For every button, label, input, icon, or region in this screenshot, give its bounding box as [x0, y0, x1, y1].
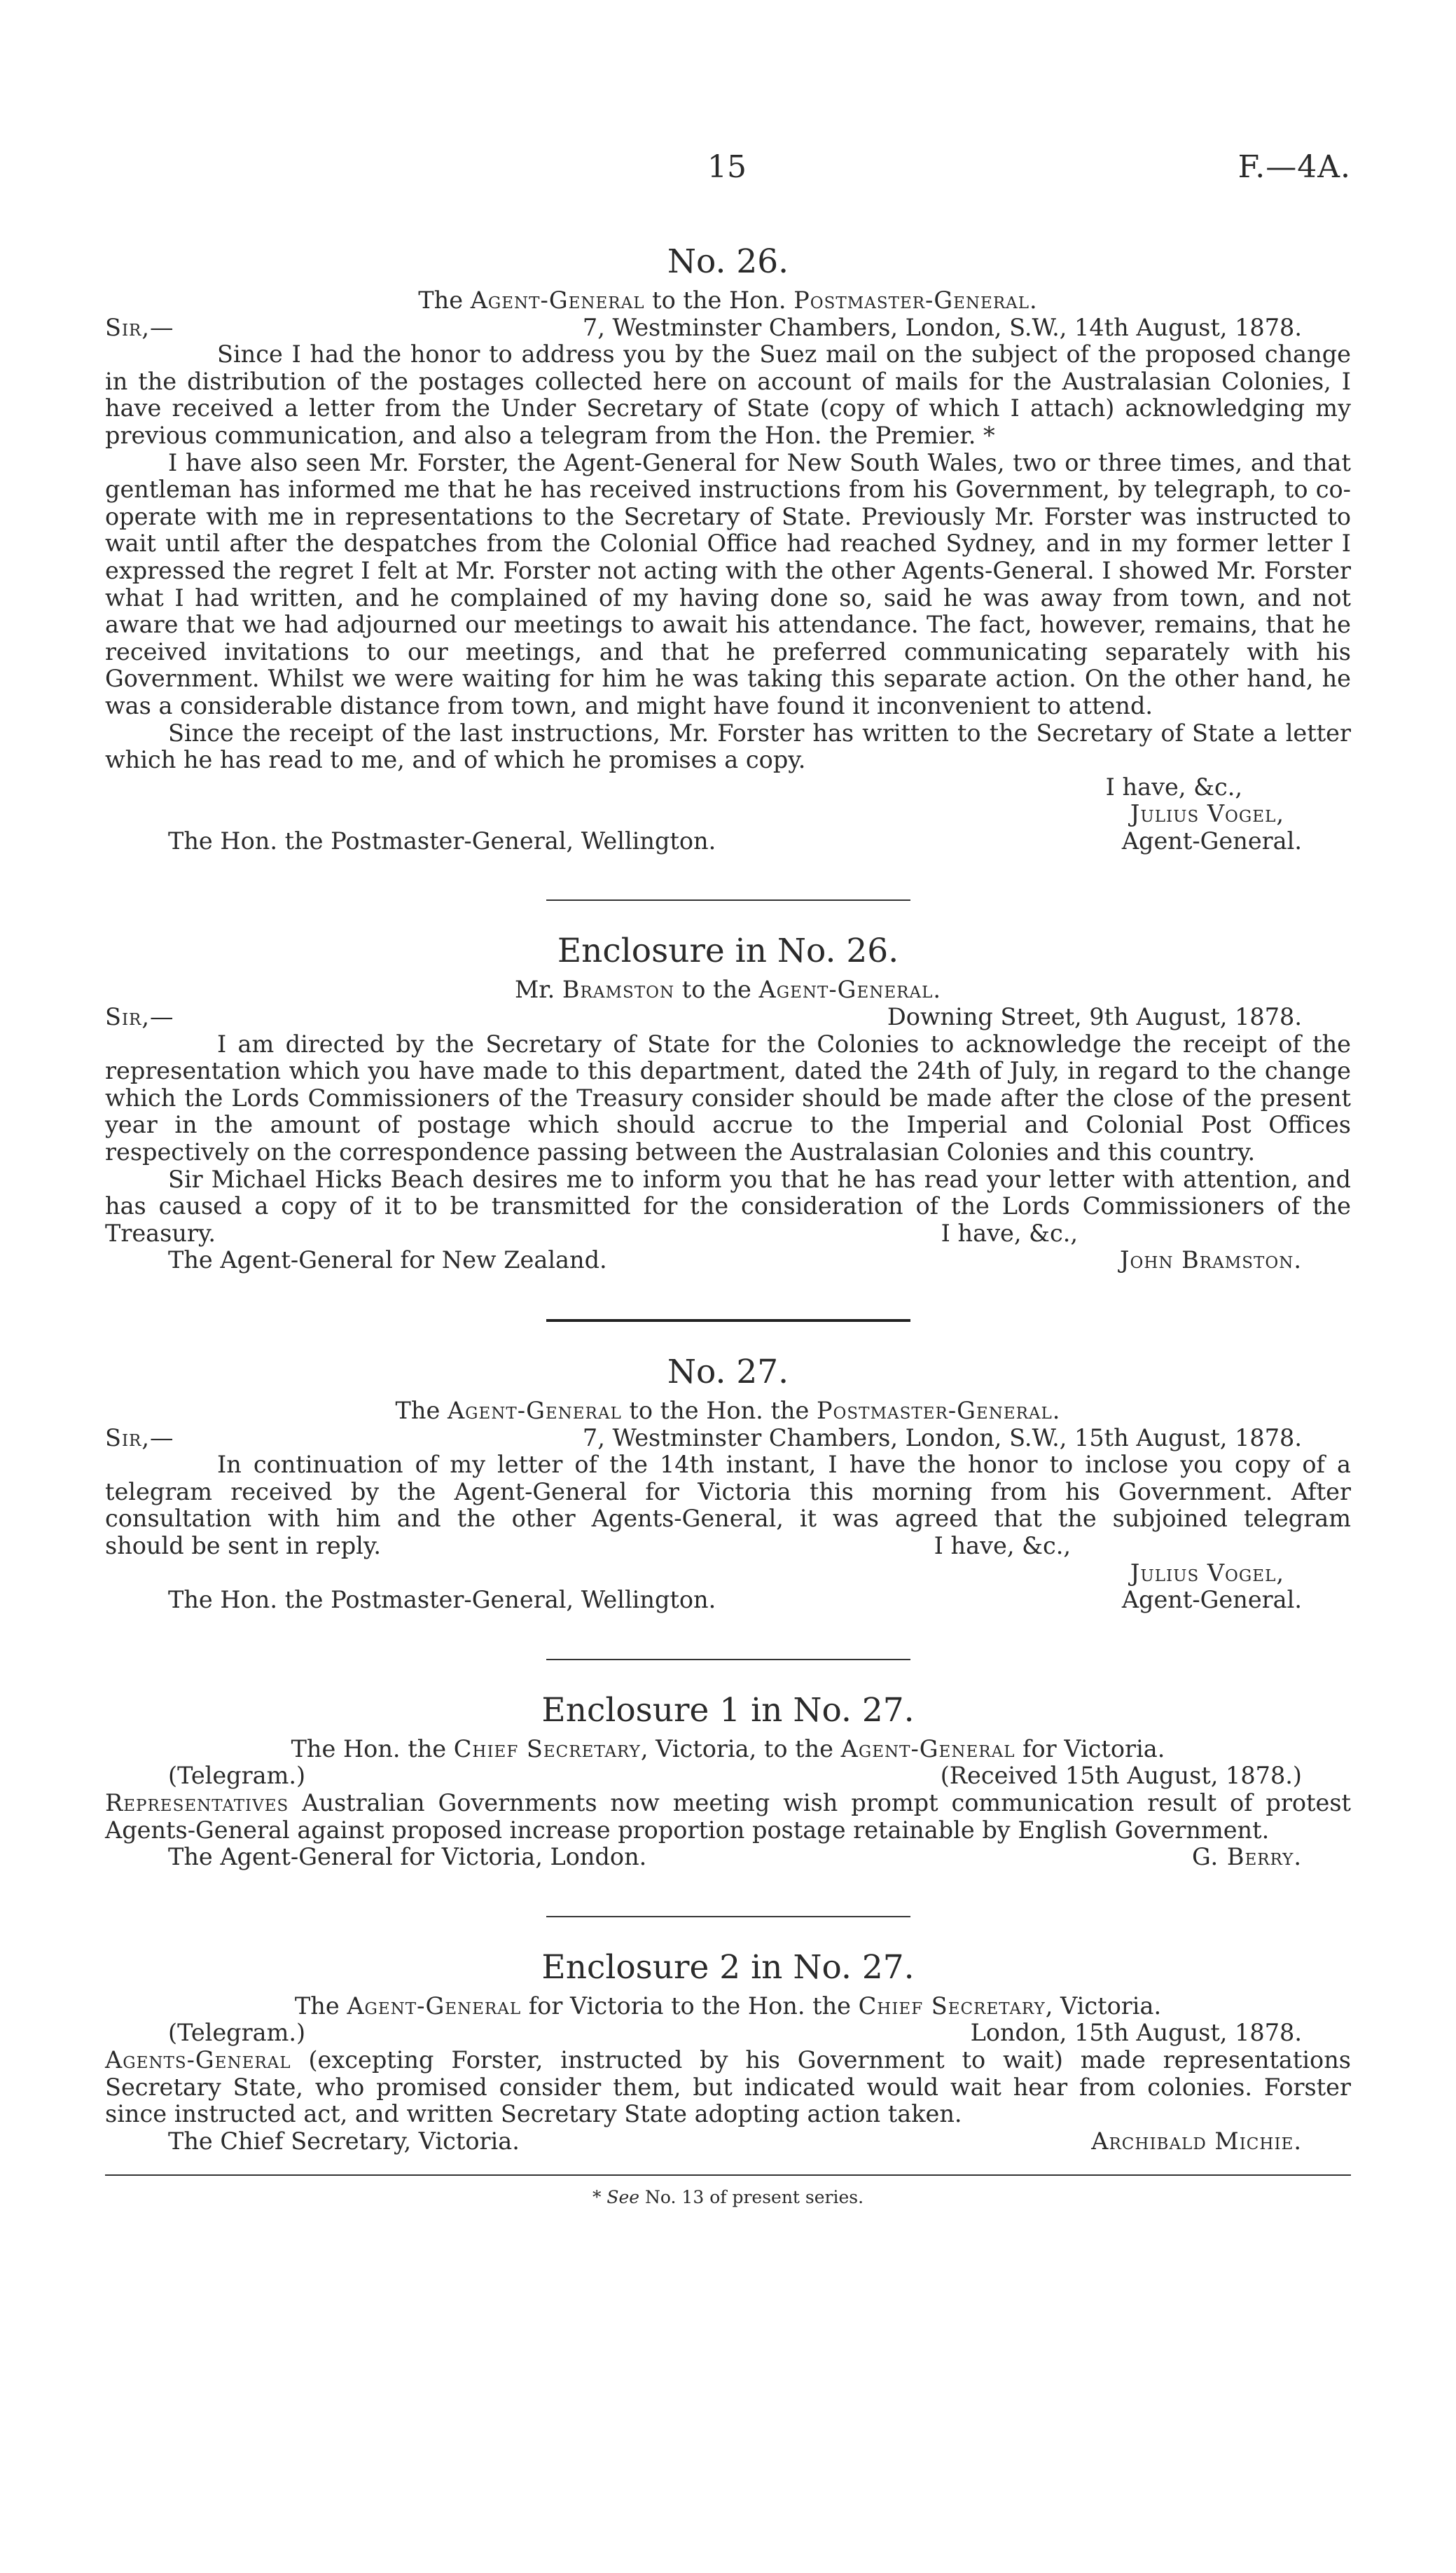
footnote-see: See — [606, 2187, 640, 2208]
telegram-label: (Telegram.) — [168, 1762, 306, 1790]
subhead-text: for Victoria. — [1015, 1734, 1165, 1763]
dateline: London, 15th August, 1878. — [970, 2019, 1302, 2047]
subhead-text: to the Hon. the — [621, 1397, 817, 1424]
letter-no-26 — [105, 242, 1351, 855]
addressee-row — [105, 1587, 1351, 1614]
subhead-text: , Victoria, to the — [640, 1734, 841, 1763]
subhead-text: The — [418, 287, 471, 314]
signature: John Bramston. — [1120, 1246, 1302, 1274]
enclosure-1-no-27 — [105, 1691, 1351, 1871]
salutation-row — [105, 1425, 1351, 1452]
subhead-text: The — [294, 1992, 347, 2020]
closing-row — [105, 1220, 1351, 1248]
telegram-text: Australian Governments now meeting wish prompt communication result of protest Agents-General against proposed increase proportion postage retainable by English Government. — [105, 1788, 1351, 1844]
page-number: 15 — [707, 149, 747, 185]
signature: G. Berry. — [1191, 1843, 1302, 1871]
subhead-text: The Hon. the — [291, 1734, 454, 1763]
subhead-recipient: Agent-General. — [758, 976, 942, 1004]
signature-block — [105, 1560, 1351, 1587]
footnote-text: No. 13 of present series. — [639, 2187, 864, 2208]
telegram-row — [105, 2020, 1351, 2047]
enclosure-heading: Enclosure 1 in No. 27. — [541, 1690, 915, 1730]
divider — [546, 1916, 910, 1917]
letter-subhead — [105, 1398, 1351, 1425]
lead-word: Representatives — [105, 1788, 289, 1816]
signature: Julius Vogel, — [1130, 1559, 1284, 1587]
dateline: 7, Westminster Chambers, London, S.W., 15th August, 1878. — [582, 1423, 1302, 1451]
dateline: 7, Westminster Chambers, London, S.W., 14th August, 1878. — [582, 313, 1302, 341]
paragraph: In continuation of my letter of the 14th instant, I have the honor to inclose you copy of a telegram received by the Agent-General for Victoria this morning from his Government. After consultation with him and the other Agents-General, it was agreed that the subjoined telegram — [105, 1451, 1351, 1533]
addressee: The Hon. the Postmaster-General, Wellington. — [168, 827, 716, 855]
subhead-sender: Agent-General — [447, 1397, 622, 1424]
received-date: (Received 15th August, 1878.) — [940, 1762, 1302, 1790]
footnote-mark: * — [592, 2187, 602, 2208]
subhead-text: to the — [674, 976, 759, 1004]
salutation: Sir,— — [105, 1003, 174, 1031]
subhead-sender: Chief Secretary — [453, 1734, 641, 1763]
addressee-row — [105, 828, 1351, 855]
letter-heading: No. 26. — [667, 242, 789, 281]
paragraph-end: Treasury. — [105, 1219, 216, 1247]
subhead-text: , Victoria. — [1045, 1992, 1162, 2020]
salutation-row — [105, 315, 1351, 342]
divider — [546, 1659, 910, 1660]
salutation-row — [105, 1004, 1351, 1031]
subhead-text: for Victoria to the Hon. the — [521, 1992, 859, 2020]
addressee: The Agent-General for New Zealand. — [168, 1246, 607, 1274]
enclosure-subhead — [105, 977, 1351, 1004]
signatory-title: Agent-General. — [1121, 1586, 1302, 1614]
subhead-sender: Bramston — [562, 976, 675, 1004]
subhead-sender: Agent-General — [347, 1992, 522, 2020]
telegram-label: (Telegram.) — [168, 2019, 306, 2047]
series-reference: F.—4A. — [1237, 149, 1351, 185]
telegram-row — [105, 1763, 1351, 1790]
subhead-sender: Agent-General — [470, 287, 645, 314]
subhead-text: Mr. — [514, 976, 562, 1004]
letter-no-27 — [105, 1353, 1351, 1614]
signature-block — [105, 774, 1351, 828]
telegram-body — [105, 1790, 1351, 1844]
subhead-text: The — [395, 1397, 448, 1424]
letter-subhead — [105, 287, 1351, 315]
paragraph: I have also seen Mr. Forster, the Agent-General for New South Wales, two or three times, and that gentleman has informed me that he has received instructions from his Government, by telegraph, to co-operate with me in representations to the Secretary of State. Previously Mr. Forster was instructed to wait until after the despatches from the Colonial Office had reached Sydney, and in my former letter I expressed the regret I felt at Mr. Forster not acting with the other Agents-General. I showed Mr. Forster what I had written, and he complained of my having done so, said he was away from town, and not aware that we had adjourned our meetings to await his attendance. The fact, however, remains, that he received invitations to our meetings, and that he preferred communicating separately with his Government. Whilst we were waiting for him he was taking this separate action. On the other hand, he was a considerable distance from town, and might have found it inconvenient to attend. — [105, 448, 1351, 719]
paragraph-end: should be sent in reply. — [105, 1531, 382, 1559]
paragraph: I am directed by the Secretary of State for the Colonies to acknowledge the receipt of the representation which you have made to this department, dated the 24th of July, in regard to the change which the Lords Commissioners of the Treasury consider should be made after the close of the present year in the amount of postage which should accrue to the Imperial and Colonial Post Offices respectively on the correspondence passing between the Australasian Colonies and this country. — [105, 1030, 1351, 1166]
signatory-title: Agent-General. — [1121, 827, 1302, 855]
salutation: Sir,— — [105, 1423, 174, 1451]
closing: I have, &c., — [934, 1531, 1071, 1559]
addressee: The Chief Secretary, Victoria. — [168, 2127, 520, 2155]
enclosure-heading: Enclosure 2 in No. 27. — [541, 1947, 915, 1987]
addressee-row — [105, 2128, 1351, 2155]
footnote-rule — [105, 2174, 1351, 2176]
closing: I have, &c., — [941, 1219, 1078, 1247]
paragraph: Sir Michael Hicks Beach desires me to inform you that he has read your letter with attention, and has caused a copy of it to be transmitted for the consideration of the Lords Commissioners of the — [105, 1165, 1351, 1220]
lead-word: Agents-General — [105, 2046, 291, 2074]
addressee-row — [105, 1844, 1351, 1871]
divider — [546, 1319, 910, 1322]
subhead-text: to the Hon. — [644, 287, 794, 314]
enclosure-subhead — [105, 1736, 1351, 1763]
subhead-recipient: Postmaster-General. — [793, 287, 1038, 314]
salutation: Sir,— — [105, 313, 174, 341]
enclosure-heading: Enclosure in No. 26. — [557, 932, 899, 971]
addressee-row — [105, 1247, 1351, 1274]
enclosure-no-26 — [105, 932, 1351, 1274]
addressee: The Hon. the Postmaster-General, Wellington. — [168, 1586, 716, 1614]
telegram-text: (excepting Forster, instructed by his Government to wait) made representations Secretary State, who promised consider them, but indicated would wait hear from colonies. Forster since instructed act, and written Secretary State adopting action taken. — [105, 2046, 1351, 2128]
subhead-recipient: Agent-General — [840, 1734, 1015, 1763]
page-header — [105, 149, 1351, 203]
dateline: Downing Street, 9th August, 1878. — [887, 1003, 1302, 1031]
paragraph: Since I had the honor to address you by the Suez mail on the subject of the proposed change in the distribution of the postages collected here on account of mails for the Australasian Colonies, I have received a letter from the Under Secretary of State (copy of which I attach) acknowledging my previous communication, and also a telegram from the Hon. the Premier. * — [105, 340, 1351, 449]
closing: I have, &c., — [1105, 773, 1242, 801]
telegram-body — [105, 2047, 1351, 2128]
closing-row — [105, 1533, 1351, 1560]
letter-heading: No. 27. — [667, 1353, 789, 1391]
signature: Archibald Michie. — [1091, 2127, 1302, 2155]
enclosure-subhead — [105, 1993, 1351, 2020]
footnote — [105, 2184, 1351, 2212]
divider — [546, 899, 910, 901]
paragraph: Since the receipt of the last instructions, Mr. Forster has written to the Secretary of State a letter which he has read to me, and of which he promises a copy. — [105, 719, 1351, 774]
subhead-recipient: Chief Secretary — [858, 1992, 1046, 2020]
signature: Julius Vogel, — [1130, 800, 1284, 828]
enclosure-2-no-27 — [105, 1948, 1351, 2155]
subhead-recipient: Postmaster-General. — [816, 1397, 1061, 1424]
addressee: The Agent-General for Victoria, London. — [168, 1843, 647, 1871]
